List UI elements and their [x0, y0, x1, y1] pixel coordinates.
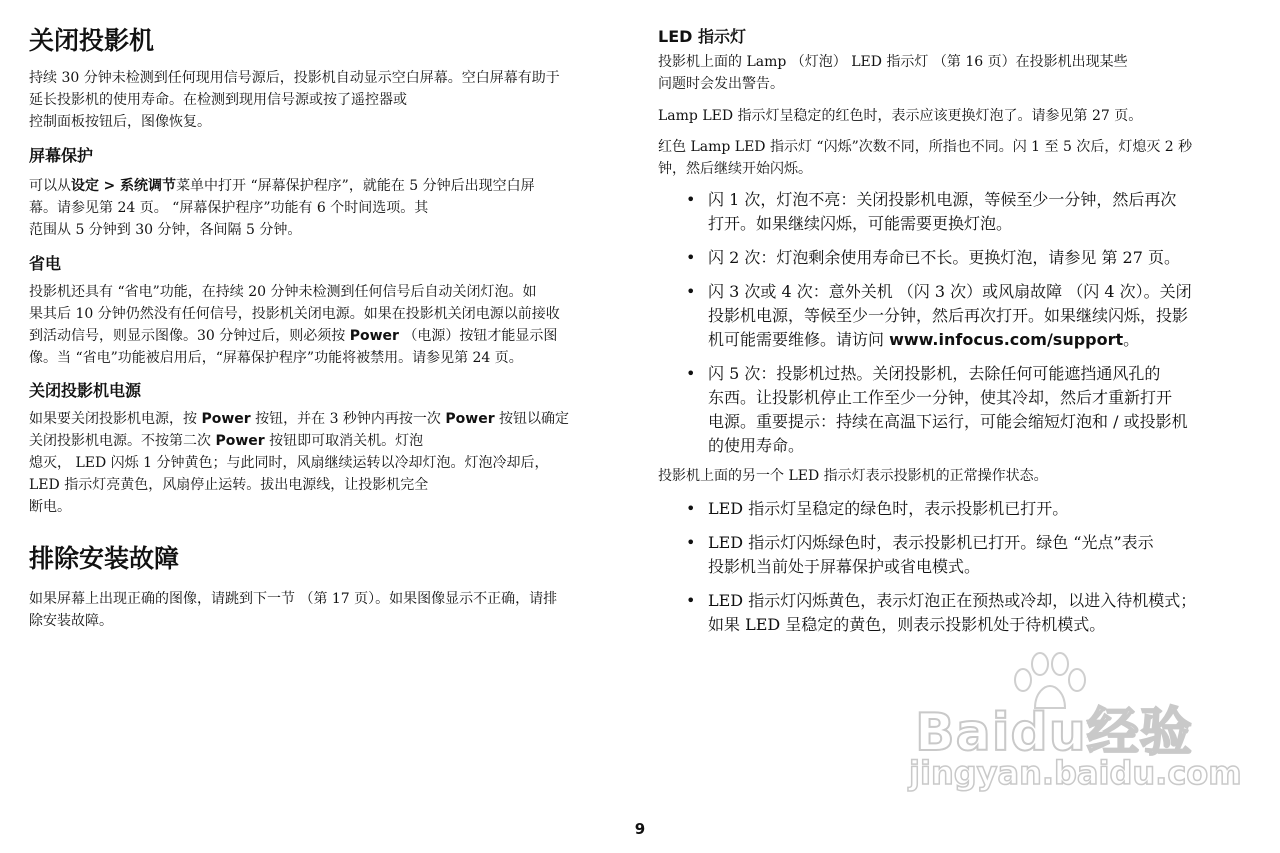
text-span: 如果要关闭投影机电源，按	[29, 411, 202, 427]
text-span: 。	[1123, 330, 1140, 349]
text-line: LED 指示灯亮黄色，风扇停止运转。拔出电源线，让投影机完全	[29, 477, 429, 493]
text-line: 果其后 10 分钟仍然没有任何信号，投影机关闭电源。如果在投影机关闭电源以前接收	[29, 306, 560, 322]
text-line: LED 指示灯闪烁绿色时，表示投影机已打开。绿色 “光点”表示	[708, 533, 1154, 552]
bullet-icon: •	[686, 533, 696, 552]
text-span: 可以从	[29, 178, 71, 194]
text-line: 持续 30 分钟未检测到任何现用信号源后，投影机自动显示空白屏幕。空白屏幕有助于	[29, 70, 560, 86]
text-span: 按钮，并在 3 秒钟内再按一次	[250, 411, 446, 427]
text-span: 关闭投影机电源。不按第二次	[29, 433, 216, 449]
text-line: 控制面板按钮后，图像恢复。	[29, 114, 211, 130]
list-item	[658, 362, 1258, 458]
bullet-icon: •	[686, 190, 696, 209]
paragraph-led-intro	[658, 51, 1258, 95]
paragraph-shutdown	[29, 67, 629, 133]
text-line: 除安装故障。	[29, 613, 113, 629]
list-item	[658, 531, 1258, 579]
support-link[interactable]: www.infocus.com/support	[889, 330, 1124, 349]
text-line: 延长投影机的使用寿命。在检测到现用信号源或按了遥控器或	[29, 92, 407, 108]
text-line: 闪 1 次，灯泡不亮：关闭投影机电源，等候至少一分钟，然后再次	[708, 190, 1177, 209]
heading-power-off: 关闭投影机电源	[29, 381, 142, 400]
text-line: 范围从 5 分钟到 30 分钟，各间隔 5 分钟。	[29, 222, 302, 238]
paragraph-screensaver	[29, 175, 629, 241]
bullet-icon: •	[686, 499, 696, 518]
text-line: LED 指示灯闪烁黄色，表示灯泡正在预热或冷却，以进入待机模式；	[708, 591, 1197, 610]
heading-shutdown: 关闭投影机	[29, 26, 155, 55]
text-line: 如果屏幕上出现正确的图像，请跳到下一节 （第 17 页）。如果图像显示不正确，请排	[29, 591, 558, 607]
text-line	[29, 408, 629, 430]
power-key-label: Power	[201, 411, 251, 427]
text-span: 机可能需要维修。请访问	[708, 330, 890, 349]
power-key-label: Power	[349, 328, 399, 344]
text-line: 像。当 “省电”功能被启用后，“屏幕保护程序”功能将被禁用。请参见第 24 页。	[29, 350, 523, 366]
paragraph-troubleshoot	[29, 588, 629, 632]
text-line: 的使用寿命。	[708, 436, 805, 455]
power-key-label: Power	[215, 433, 265, 449]
watermark-url: jingyan.baidu.com	[909, 754, 1242, 792]
heading-screensaver: 屏幕保护	[29, 146, 94, 165]
text-line: 幕。请参见第 24 页。 “屏幕保护程序”功能有 6 个时间选项。其	[29, 200, 429, 216]
heading-led-indicator: LED 指示灯	[658, 27, 746, 46]
menu-path-system: > 系统调节	[103, 178, 177, 194]
text-line	[708, 328, 1258, 352]
text-line: 投影机上面的 Lamp （灯泡） LED 指示灯 （第 16 页）在投影机出现某些	[658, 54, 1128, 70]
text-span: 按钮以确定	[494, 411, 570, 427]
list-led-status	[658, 497, 1258, 637]
paragraph-power-save	[29, 281, 629, 369]
text-line: 问题时会发出警告。	[658, 76, 784, 92]
bullet-icon: •	[686, 364, 696, 383]
text-line: 投影机还具有 “省电”功能，在持续 20 分钟未检测到任何信号后自动关闭灯泡。如	[29, 284, 537, 300]
list-item	[658, 497, 1258, 521]
text-line: 断电。	[29, 499, 71, 515]
page-number: 9	[634, 820, 646, 838]
text-line: 熄灭， LED 闪烁 1 分钟黄色；与此同时，风扇继续运转以冷却灯泡。灯泡冷却后，	[29, 455, 549, 471]
text-line: 东西。让投影机停止工作至少一分钟，使其冷却，然后才重新打开	[708, 388, 1173, 407]
list-item	[658, 188, 1258, 236]
paragraph-power-off	[29, 408, 629, 518]
heading-power-save: 省电	[29, 254, 62, 273]
text-line: 如果 LED 呈稳定的黄色，则表示投影机处于待机模式。	[708, 615, 1106, 634]
text-line: 红色 Lamp LED 指示灯 “闪烁”次数不同，所指也不同。闪 1 至 5 次后，灯熄灭 2 秒	[658, 139, 1193, 155]
text-line: 电源。重要提示：持续在高温下运行，可能会缩短灯泡和 / 或投影机	[708, 412, 1188, 431]
text-span: 按钮即可取消关机。灯泡	[264, 433, 424, 449]
paragraph-led-normal: 投影机上面的另一个 LED 指示灯表示投影机的正常操作状态。	[658, 468, 1048, 484]
text-span: 菜单中打开 “屏幕保护程序”，就能在 5 分钟后出现空白屏	[176, 178, 535, 194]
heading-troubleshoot: 排除安装故障	[29, 544, 180, 573]
text-line: LED 指示灯呈稳定的绿色时，表示投影机已打开。	[708, 499, 1069, 518]
text-line: 闪 2 次：灯泡剩余使用寿命已不长。更换灯泡，请参见 第 27 页。	[708, 248, 1180, 267]
text-line	[29, 430, 629, 452]
paragraph-lamp-blink	[658, 136, 1258, 180]
text-line: 投影机电源，等候至少一分钟，然后再次打开。如果继续闪烁，投影	[708, 306, 1189, 325]
baidu-watermark	[905, 650, 1242, 810]
text-line: 闪 5 次：投影机过热。关闭投影机，去除任何可能遮挡通风孔的	[708, 364, 1161, 383]
paragraph-lamp-red: Lamp LED 指示灯呈稳定的红色时，表示应该更换灯泡了。请参见第 27 页。	[658, 108, 1143, 124]
list-item	[658, 280, 1258, 352]
text-line	[29, 325, 629, 347]
menu-path-setup: 设定	[71, 178, 99, 194]
bullet-icon: •	[686, 248, 696, 267]
text-line: 打开。如果继续闪烁，可能需要更换灯泡。	[708, 214, 1013, 233]
list-item	[658, 246, 1258, 270]
text-line	[29, 175, 629, 197]
bullet-icon: •	[686, 591, 696, 610]
power-key-label: Power	[445, 411, 495, 427]
text-span: 到活动信号，则显示图像。30 分钟过后，则必须按	[29, 328, 350, 344]
list-item	[658, 589, 1258, 637]
text-span: （电源）按钮才能显示图	[398, 328, 558, 344]
text-line: 钟，然后继续开始闪烁。	[658, 161, 812, 177]
list-lamp-blink-codes	[658, 188, 1258, 458]
text-line: 闪 3 次或 4 次：意外关机 （闪 3 次）或风扇故障 （闪 4 次）。关闭	[708, 282, 1192, 301]
bullet-icon: •	[686, 282, 696, 301]
text-line: 投影机当前处于屏幕保护或省电模式。	[708, 557, 981, 576]
watermark-logo: Baidu经验	[915, 703, 1193, 763]
